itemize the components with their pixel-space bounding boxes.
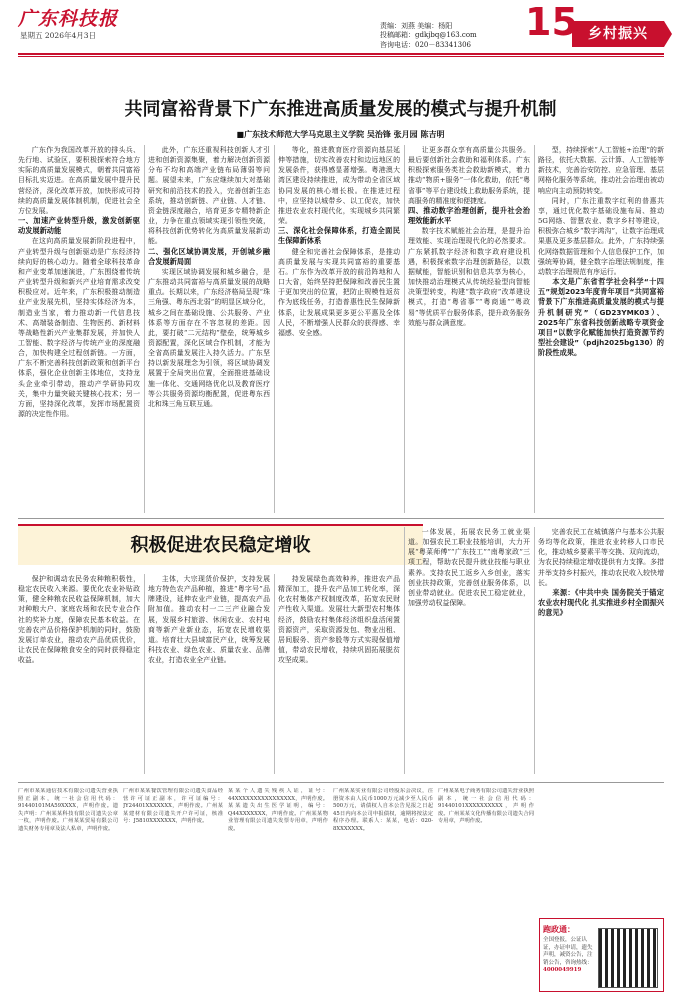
subheading: 四、推动数字治理创新，提升社会治理效能新水平 (408, 205, 530, 226)
paragraph: 完善农民工在城镇落户与基本公共服务均等化政策，推进农业转移人口市民化，推动城乡要素平等交换、双向流动，为农民持续稳定增收提供有力支撑。多措并举支持乡村振兴，推动农民收入较快增长。 (538, 528, 664, 587)
column-divider (534, 527, 535, 774)
notice-text: 广州市某某通信技术有限公司遗失营业执照正副本，统一社会信用代码：91440101MA59XXXX，声明作废。遗失声明：广州某某科技有限公司遗失公章一枚，声明作废。广州某某贸易有限公司遗失财务专用章及法人私章，声明作废。 (18, 788, 118, 832)
column-divider (144, 145, 145, 513)
article2-title: 积极促进农民稳定增收 (130, 535, 311, 556)
paragraph: 等化，推进教育医疗资源向基层延伸等措施，切实改善农村和边远地区的发展条件，获得感显著增强。粤港澳大湾区建设持续推进，成为带动全省区域协同发展的核心增长极。在推进过程中，应坚持以城带乡、以工促农，加快推进农业农村现代化，实现城乡共同繁荣。 (278, 146, 400, 226)
paragraph: 在这向高质量发展新阶段进程中，产业转型升级与创新驱动是广东经济持续向好的核心动力。随着全球科技革命和产业变革加速演进，广东围绕着传统产业转型升级和新兴产业培育需求改变积极应对。近年来，广东积极推动制造业产业发展先机，坚持实体经济为本，制造业当家，着力推动新一代信息技术、高端装备制造、生物医药、新材料等战略性新兴产业集群发展，并加快人工智能、数字经济与传统产业的深度融合，加快构建全过程创新链。一方面，广东不断完善科技创新政策和创新平台体系，强化企业创新主体地位，支持龙头企业牵引带动，推动产学研协同攻关，集中力量突破关键核心技术；另一方面，坚持深化改革，发挥市场配置资源的决定性作用。 (18, 237, 140, 419)
ad-text (543, 937, 595, 975)
notices-col5 (438, 788, 534, 993)
notices-col1 (18, 788, 118, 993)
paragraph: 一体发展，拓展农民务工就业渠道。加强农民工职业技能培训，大力开展“粤菜师傅”“广东技工”“南粤家政”三项工程，帮助农民提升就业技能与职业素养。支持农民工返乡入乡创业，落实创业扶持政策，完善创业服务体系，以创业带动就业。促进农民工稳定就业，加强劳动权益保障。 (408, 528, 530, 608)
paragraph: 主体，大宗现货价保护，支持发展地方特色农产品种植，推进“粤字号”品牌建设，延伸农业产业链，提高农产品附加值。推动农村一二三产业融合发展，发展乡村旅游、休闲农业、农村电商等新产业新业态，拓宽农民增收渠道。培育壮大县域富民产业，统筹发展科技农业、绿色农业、质量农业、品牌农业，打造农业全产业链。 (148, 575, 270, 665)
ad-phone: 4000049919 (543, 967, 582, 973)
source-note: 来源：《中共中央 国务院关于锚定农业农村现代化 扎实推进乡村全面振兴的意见》 (538, 587, 664, 618)
qr-code-icon[interactable] (598, 928, 658, 988)
paragraph: 此外，广东还重视科技创新人才引进和创新资源集聚，着力解决创新资源分布不均和高端产业链布局薄弱等问题。展望未来，广东应继续加大对基础研究和前沿技术的投入，完善创新生态系统，推动创新链、产业链、人才链、资金链深度融合，培育更多专精特新企业，力争在重点领域实现引领性突破，将科技创新优势转化为高质量发展新动能。 (148, 146, 270, 246)
paragraph: 广东作为我国改革开放的排头兵、先行地、试验区，要积极探索符合地方实际的高质量发展模式，朝着共同富裕目标扎实迈进。在高质量发展中提升民营经济，深化改革开放，加快形成可持续的高质量发展体制机制，促进社会全方位发展。 (18, 146, 140, 215)
notice-text: 广州某某实业有限公司经股东会决议，注册资本由人民币1000万元减少至人民币500万元，请债权人自本公告见报之日起45日内向本公司申报债权，逾期将按法定程序办理。联系人：某某，电话：020-8XXXXXXX。 (333, 788, 433, 832)
article1-col1 (18, 145, 140, 513)
editors-line: 责编：刘燕 美编：杨阳 (380, 22, 453, 30)
subheading: 二、强化区域协调发展，开创城乡融合发展新局面 (148, 246, 270, 266)
newspaper-logo: 广东科技报 (18, 8, 119, 30)
section-divider (18, 518, 664, 519)
paragraph: 让更多群众享有高质量公共服务。最后要创新社会救助和福利体系。广东积极探索服务类社会救助新模式，着力推动“物质+服务”一体化救助，依托“粤省事”等平台建设线上救助服务系统，提高服务的精准度和便捷度。 (408, 146, 530, 205)
article2-col3 (278, 574, 400, 774)
notice-text: 某某个人遗失残疾人证，证号：44XXXXXXXXXXXXXXXX，声明作废。某某遗失出生医学证明，编号：Q44XXXXXXX，声明作废。广州某某物业管理有限公司遗失发票专用章，声明作废。 (228, 788, 328, 832)
article1-col2 (148, 145, 270, 513)
notices-col4 (333, 788, 433, 993)
column-divider (144, 574, 145, 774)
paragraph: 同时，广东注重数字红利的普惠共享，通过优化数字基础设施布局、推动5G网络、智慧农业、数字乡村等建设，积极弥合城乡“数字鸿沟”，让数字治理成果惠及更多基层群众。此外，广东持续强化网络数据管理和个人信息保护工作，加强统筹协调，健全数字治理法规制度，推动数字治理规范有序运行。 (538, 196, 664, 276)
masthead (0, 0, 681, 76)
article1-title: 共同富裕背景下广东推进高质量发展的模式与提升机制 (124, 99, 557, 120)
ad-title: 跑政通： (543, 925, 575, 934)
paragraph: 实现区域协调发展和城乡融合，是广东推动共同富裕与高质量发展的战略重点。长期以来，广东经济格局呈现“珠三角强、粤东西北弱”的明显区域分化，城乡之间在基础设施、公共服务、产业体系等方面存在不容忽视的差距。因此，要打破“二元结构”壁垒，统筹城乡资源配置，深化区域合作机制，才能为全省高质量发展注入持久活力。广东坚持以新发展理念为引领，将区域协调发展置于全局突出位置，全面推进基础设施一体化、交通网络优化以及教育医疗等公共服务资源均衡配置，促进粤东西北和珠三角互联互通。 (148, 267, 270, 408)
article1-col5 (538, 145, 664, 513)
editor-info (380, 22, 477, 50)
author-note: 本文是广东省哲学社会科学“十四五”规划2023年度青年项目“共同富裕背景下广东推进高质量发展的模式与提升机制研究”（GD23YMK03）、2025年广东省科技创新战略专项资金项目“以数字化赋能加快打造资源节约型社会建设”（pdjh2025bg130）的阶段性成果。 (538, 277, 664, 358)
subheading: 一、加速产业转型升级，激发创新驱动发展新动能 (18, 216, 140, 236)
paragraph: 数字技术赋能社会治理，是提升治理效能、实现治理现代化的必然要求。广东紧抓数字经济和数字政府建设机遇，积极探索数字治理创新路径，以数据赋能，智能识别和信息共享为核心，加快推动治理模式从传统经验型向智能决策型转变，构建“数字政府”改革建设模式，打造“粤省事”“粤商通”“粤政易”等优质平台服务体系，提升政务服务效能与群众满意度。 (408, 227, 530, 327)
ad-line: 全国登报，公证认证，办证申请，遗失声明，减资公告，注销公告，咨询热线： (543, 937, 593, 966)
column-divider (404, 527, 405, 774)
paragraph: 持发展绿色高效种养，推进农产品精深加工，提升农产品加工转化率，深化农村集体产权制度改革，拓宽农民财产性收入渠道。发展壮大新型农村集体经济，鼓励农村集体经济组织盘活闲置资源资产，采取资源发包、物业出租、居间服务、资产参股等方式实现保值增值，带动农民增收，持续巩固拓展脱贫攻坚成果。 (278, 575, 400, 665)
notice-text: 广州某某电子商务有限公司遗失营业执照副本，统一社会信用代码：91440101XXXXXXXXXX，声明作废。广州某某文化传播有限公司遗失合同专用章，声明作废。 (438, 788, 534, 825)
column-divider (274, 574, 275, 774)
header-rule-thin (18, 56, 664, 57)
article2-col2 (148, 574, 270, 774)
paragraph: 保护和调动农民务农种粮积极性，稳定农民收入来源。要优化农业补贴政策，健全种粮农民收益保障机制，加大对种粮大户、家庭农场和农民专业合作社的奖补力度，保障农民基本收益。在完善农产品价格保护机制的同时，鼓励发展订单农业，推动农产品优质优价，让农民在保障粮食安全的同时获得稳定收益。 (18, 575, 140, 665)
notices-col3 (228, 788, 328, 993)
article2-col5 (538, 527, 664, 774)
notice-text: 广州市某某餐饮管理有限公司遗失食品经营许可证正副本，许可证编号：JY24401XXXXXXX，声明作废。广州某某建材有限公司遗失开户许可证，核准号：J5810XXXXXXX，声明作废。 (123, 788, 223, 825)
article1-col4 (408, 145, 530, 513)
issue-date: 星期五 2026年4月3日 (20, 31, 97, 40)
section-label: 乡村振兴 (572, 21, 664, 47)
notices-divider (18, 782, 664, 783)
article2-col1 (18, 574, 140, 774)
article2-title-box (18, 524, 423, 565)
submission-email: 投稿邮箱：gdkjbq@163.com (380, 31, 477, 40)
column-divider (404, 145, 405, 513)
article2-col4 (408, 527, 530, 774)
page-number: 15 (525, 0, 578, 44)
column-divider (274, 145, 275, 513)
notices-col2 (123, 788, 223, 993)
paragraph: 型，持续探索“人工智能+治理”的新路径，依托大数据、云计算、人工智能等新技术，完善治安防控、应急管理、基层网格化服务等系统，推动社会治理由被动响应向主动预防转变。 (538, 146, 664, 195)
article1-col3 (278, 145, 400, 513)
column-divider (534, 145, 535, 513)
subheading: 三、深化社会保障体系，打造全面民生保障新体系 (278, 226, 400, 246)
paragraph: 健全和完善社会保障体系，是推动高质量发展与实现共同富裕的重要基石。广东作为改革开放的前沿阵地和人口大省，始终坚持把保障和改善民生置于更加突出的位置，把防止规模性返贫作为底线任务，打造普惠性民生保障新体系，让发展成果更多更公平惠及全体人民，不断增强人民群众的获得感、幸福感、安全感。 (278, 247, 400, 337)
contact-phone: 咨询电话：020－83341306 (380, 40, 471, 49)
header-rule (18, 53, 664, 55)
article1-byline: ■广东技术师范大学马克思主义学院 吴治锋 张月园 陈吉明 (236, 129, 445, 139)
